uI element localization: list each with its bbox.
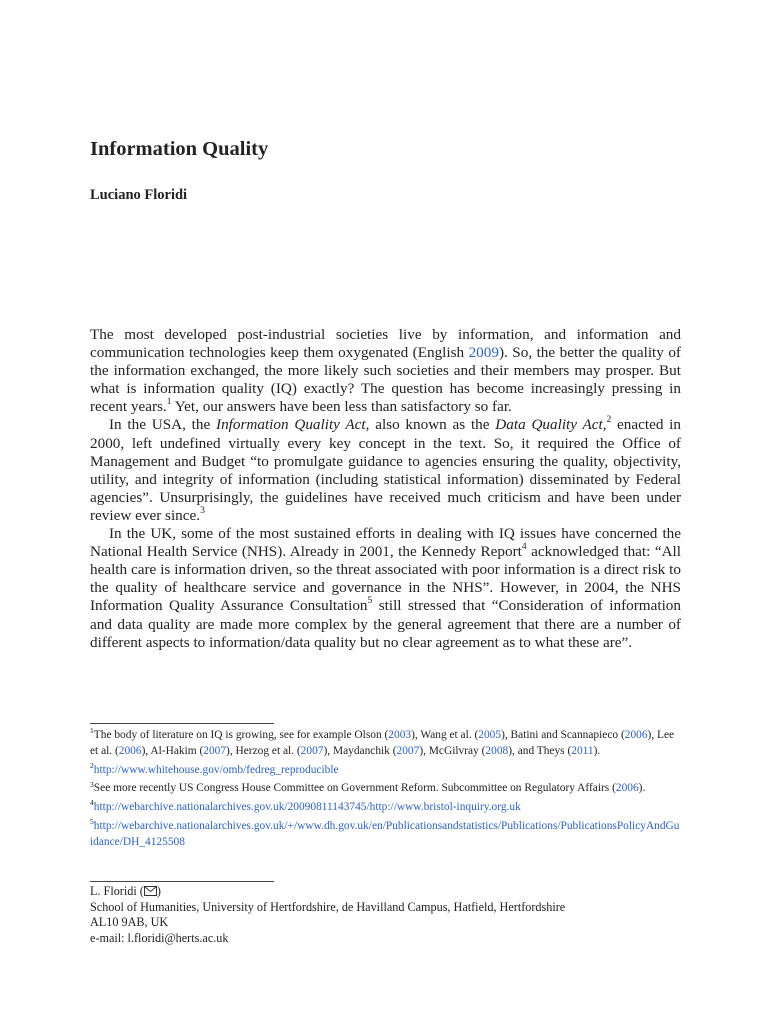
citation-link[interactable]: 2008 bbox=[485, 744, 509, 757]
footnote-url-link[interactable]: http://webarchive.nationalarchives.gov.uk/+/www.dh.gov.uk/en/Publicationsandstatistics/Publications/PublicationsPolicyAndGuidance/DH_4125508 bbox=[90, 819, 680, 848]
footnote-4 bbox=[90, 800, 681, 816]
p3-text-a: In the UK, some of the most sustained efforts in dealing with IQ issues have concerned the National Health Service (NHS). Already in 2001, the Kennedy Report bbox=[90, 525, 681, 561]
footnote-text: ), Batini and Scannapieco ( bbox=[501, 729, 625, 741]
footnote-text: The body of literature on IQ is growing, see for example Olson ( bbox=[93, 729, 389, 741]
citation-link[interactable]: 2007 bbox=[203, 744, 227, 757]
footnote-text: ), McGilvray ( bbox=[419, 744, 486, 757]
citation-link[interactable]: 2006 bbox=[118, 744, 142, 757]
p1-text-b: ). So, the better the quality of the information exchanged, the more likely such societies and their members may prosper. But what is information quality (IQ) exactly? The question has become increasingly pressing in recent years. bbox=[90, 344, 681, 416]
citation-link[interactable]: 2011 bbox=[571, 744, 594, 757]
email[interactable]: e-mail: l.floridi@herts.ac.uk bbox=[90, 930, 229, 945]
footnote-text: See more recently US Congress House Committee on Government Reform. Subcommittee on Regulatory Affairs ( bbox=[93, 782, 616, 795]
citation-link[interactable]: 2005 bbox=[478, 729, 502, 741]
act-name: Data Quality Act bbox=[495, 416, 603, 434]
citation-link[interactable]: 2007 bbox=[300, 744, 324, 757]
footnote-number: 4 bbox=[90, 798, 94, 808]
footnote-url-link[interactable]: http://webarchive.nationalarchives.gov.uk/20090811143745/http://www.bristol-inquiry.org.uk bbox=[93, 801, 521, 814]
p3-text-b: acknowledged that: “All health care is information driven, so the threat associated with poor information is a direct risk to the quality of healthcare service and governance in the NHS”. However, in 2004, the NHS Information Quality Assurance Consultation bbox=[90, 543, 681, 615]
citation-link[interactable]: 2003 bbox=[388, 729, 412, 741]
footnote-number: 3 bbox=[90, 779, 94, 789]
footnote-text: ), Lee et al. ( bbox=[90, 729, 675, 757]
postcode: AL10 9AB, UK bbox=[90, 915, 169, 929]
p2-text-c: , bbox=[602, 416, 607, 434]
p2-text-b: , also known as the bbox=[365, 416, 496, 434]
p2-text-a: In the USA, the bbox=[109, 416, 217, 434]
footnote-2 bbox=[90, 760, 681, 779]
footnote-1 bbox=[90, 728, 681, 760]
footnote-text: ), Wang et al. ( bbox=[411, 729, 479, 741]
footnote-marker: 1 bbox=[166, 397, 172, 408]
footnote-number: 5 bbox=[90, 817, 94, 827]
footnote-text: ), Herzog et al. ( bbox=[226, 744, 301, 757]
footnote-marker: 5 bbox=[367, 596, 373, 607]
p1-text-a: The most developed post-industrial societies live by information, and information and communication technologies keep them oxygenated (English bbox=[90, 326, 681, 362]
envelope-icon bbox=[144, 885, 157, 895]
citation-link[interactable]: 2006 bbox=[615, 782, 639, 795]
author-short-name: L. Floridi ( bbox=[90, 884, 144, 898]
footnotes bbox=[90, 728, 681, 854]
footnote-text: ), Maydanchik ( bbox=[323, 744, 397, 757]
footnote-number: 2 bbox=[90, 760, 94, 770]
act-name: Information Quality Act bbox=[216, 416, 366, 434]
footnote-divider bbox=[90, 723, 274, 724]
p1-text-c: Yet, our answers have been less than satisfactory so far. bbox=[171, 398, 512, 416]
footnote-marker: 3 bbox=[200, 505, 205, 516]
footnote-text: ), and Theys ( bbox=[508, 744, 572, 757]
footnote-marker: 4 bbox=[521, 542, 527, 553]
footnote-text: ). bbox=[638, 782, 646, 795]
p2-text-d: enacted in 2000, left undefined virtually every key concept in the text. So, it required the Office of Management and Budget “to promulgate guidance to agencies ensuring the quality, objectivity, utility, and integrity of information (including statistical information) disseminated by Federal agencies”. Unsurprisingly, the guidelines have received much criticism and have been under review ever since. bbox=[90, 416, 681, 524]
footnote-number: 1 bbox=[90, 726, 94, 736]
p3-text-c: still stressed that “Consideration of information and data quality are made more complex by the general agreement that there are a number of different aspects to information/data quality but no clear agreement as to what these are”. bbox=[90, 597, 681, 651]
author-contact-close: ) bbox=[156, 884, 161, 898]
affiliation bbox=[90, 884, 565, 946]
paragraph-3 bbox=[90, 525, 681, 652]
footnote-text: ), Al-Hakim ( bbox=[141, 744, 204, 757]
footnote-text: ). bbox=[593, 744, 601, 757]
footnote-5 bbox=[90, 819, 681, 851]
citation-link[interactable]: 2007 bbox=[396, 744, 420, 757]
paragraph-1 bbox=[90, 326, 681, 416]
body-text bbox=[90, 326, 681, 652]
author-name: Luciano Floridi bbox=[90, 187, 188, 203]
author-contact-line bbox=[90, 884, 565, 900]
institution: School of Humanities, University of Hertfordshire, de Havilland Campus, Hatfield, Hertfordshire bbox=[90, 899, 566, 914]
chapter-title: Information Quality bbox=[90, 138, 269, 160]
footnote-url-link[interactable]: http://www.whitehouse.gov/omb/fedreg_reproducible bbox=[93, 763, 339, 776]
paragraph-2 bbox=[90, 416, 681, 525]
affiliation-divider bbox=[90, 881, 274, 882]
citation-link[interactable]: 2009 bbox=[468, 344, 499, 362]
footnote-marker: 2 bbox=[606, 415, 612, 426]
citation-link[interactable]: 2006 bbox=[624, 729, 648, 741]
footnote-3 bbox=[90, 781, 681, 797]
